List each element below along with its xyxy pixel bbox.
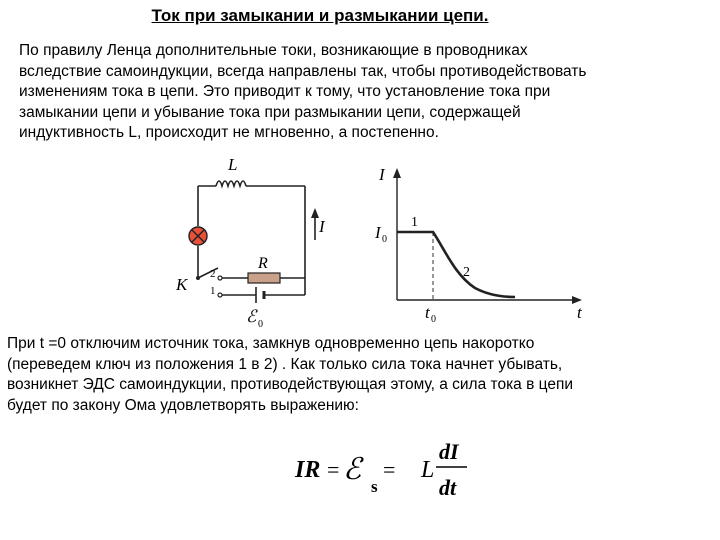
page-title: Ток при замыкании и размыкании цепи. <box>151 6 489 25</box>
resistor-icon <box>248 273 280 283</box>
formula-equals-1: = <box>327 457 340 482</box>
y-axis-label: I <box>379 165 385 184</box>
text-line: индуктивность L, происходит не мгновенно, а постепенно. <box>19 124 439 141</box>
explanation-paragraph <box>7 334 712 416</box>
inductor-label: L <box>228 155 238 174</box>
t0-subscript: 0 <box>431 314 436 325</box>
emf-subscript: 0 <box>258 319 263 330</box>
i0-label: I <box>375 223 381 242</box>
current-label: I <box>319 217 325 236</box>
formula-inductance: L <box>421 457 435 483</box>
intro-paragraph <box>19 41 709 144</box>
text-line: При t =0 отключим источник тока, замкнув одновременно цепь накоротко <box>7 335 535 352</box>
x-axis-label: t <box>577 303 582 322</box>
switch-position-2-label: 2 <box>210 268 216 280</box>
formula-lhs: IR <box>295 457 321 483</box>
text-line: замыкании цепи и убывание тока при размыкании цепи, содержащей <box>19 103 521 121</box>
curve-2-label: 2 <box>463 265 470 280</box>
formula-emf-subscript: s <box>371 477 378 496</box>
text-line: изменениям тока в цепи. Это приводит к тому, что установление тока при <box>19 83 551 100</box>
formula-denominator: dt <box>439 475 457 500</box>
switch-position-1-label: 1 <box>210 285 216 297</box>
text-line: По правилу Ленца дополнительные токи, возникающие в проводниках <box>19 42 528 59</box>
i0-subscript: 0 <box>382 234 387 245</box>
formula-emf: ℰ <box>343 453 362 486</box>
text-line: будет по закону Ома удовлетворять выражению: <box>7 396 359 414</box>
t0-label: t <box>425 303 430 322</box>
resistor-label: R <box>258 255 268 272</box>
switch-label: K <box>176 275 188 294</box>
circuit-diagram <box>170 150 330 335</box>
curve-1-label: 1 <box>411 215 418 230</box>
emf-label: ℰ <box>246 307 257 326</box>
text-line: вследствие самоиндукции, всегда направлены так, чтобы противодействовать <box>19 62 587 80</box>
formula-numerator: dI <box>439 439 459 464</box>
ohm-law-formula <box>285 435 485 505</box>
current-time-graph <box>365 160 595 330</box>
text-line: (переведем ключ из положения 1 в 2) . Как только сила тока начнет убывать, <box>7 355 563 373</box>
formula-equals-2: = <box>383 457 396 482</box>
text-line: возникнет ЭДС самоиндукции, противодействующая этому, а сила тока в цепи <box>7 376 574 393</box>
